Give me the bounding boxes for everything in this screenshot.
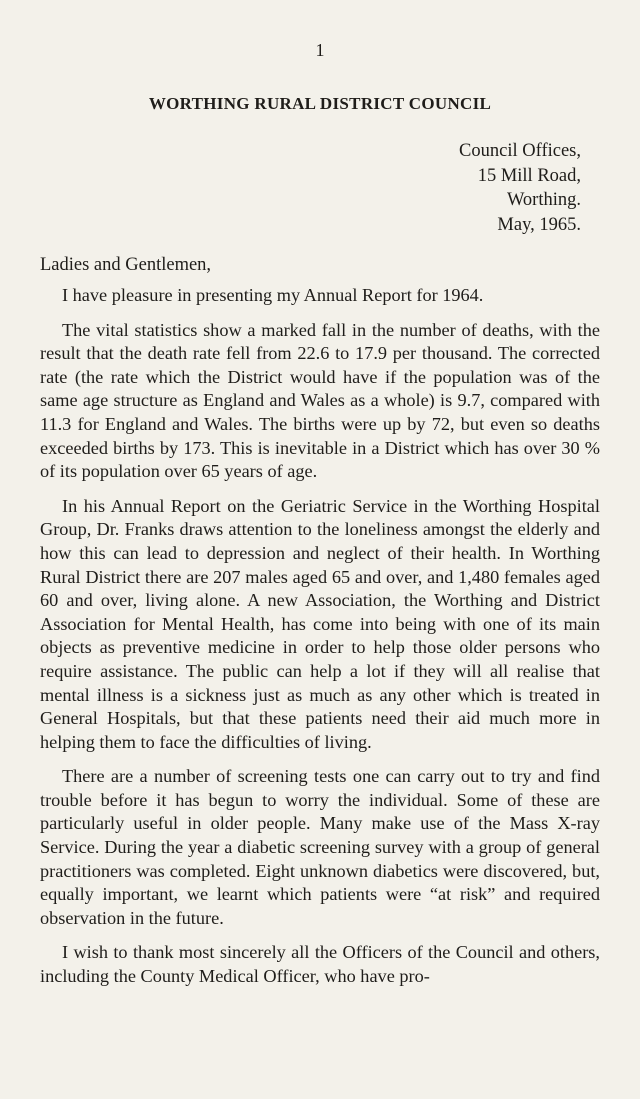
address-line-road: 15 Mill Road, [477,165,581,186]
paragraph-geriatric-service: In his Annual Report on the Geriatric Service in the Worthing Hospital Group, Dr. Franks draws attention to the loneliness amongst the elderly and how this can lead to depression and neglect of their health. In Worthing Rural District there are 207 males aged 65 and over, and 1,480 females aged 60 and over, living alone. A new Association, the Worthing and District Association for Mental Health, has come into being with one of its main objects as preventive medicine in order to help those older persons who require assistance. The public can help a lot if they will all realise that mental illness is a sickness just as much as any other which is treated in General Hospitals, but that these patients need their aid much more in helping them to face the difficulties of living. [40,495,600,752]
report-body [40,284,600,1000]
address-date: May, 1965. [497,214,581,235]
address-line-town: Worthing. [506,190,581,210]
paragraph-screening-tests: There are a number of screening tests one can carry out to try and find trouble before it has begun to worry the individual. Some of these are particularly useful in older people. Many make use of the Mass X-ray Service. During the year a diabetic screening survey with a group of general practitioners was completed. Eight unknown diabetics were discovered, but, equally important, we learnt which patients were “at risk” and required observation in the future. [40,766,600,928]
paragraph-thanks: I wish to thank most sincerely all the Officers of the Council and others, including the County Medical Officer, who have pro- [40,942,600,987]
address-line-offices: Council Offices, [459,141,581,161]
salutation: Ladies and Gentlemen, [40,255,212,275]
page-number: 1 [315,40,325,60]
address-block [459,139,581,237]
council-heading: WORTHING RURAL DISTRICT COUNCIL [148,94,492,113]
paragraph-vital-statistics: The vital statistics show a marked fall in the number of deaths, with the result that the death rate fell from 22.6 to 17.9 per thousand. The corrected rate (the rate which the District would have if the population was of the same age structure as England and Wales as a whole) is 9.7, compared with 11.3 for England and Wales. The births were up by 72, but even so deaths exceeded births by 173. This is inevitable in a District which has over 30 % of its population over 65 years of age. [40,319,600,482]
paragraph-intro: I have pleasure in presenting my Annual Report for 1964. [62,285,484,305]
